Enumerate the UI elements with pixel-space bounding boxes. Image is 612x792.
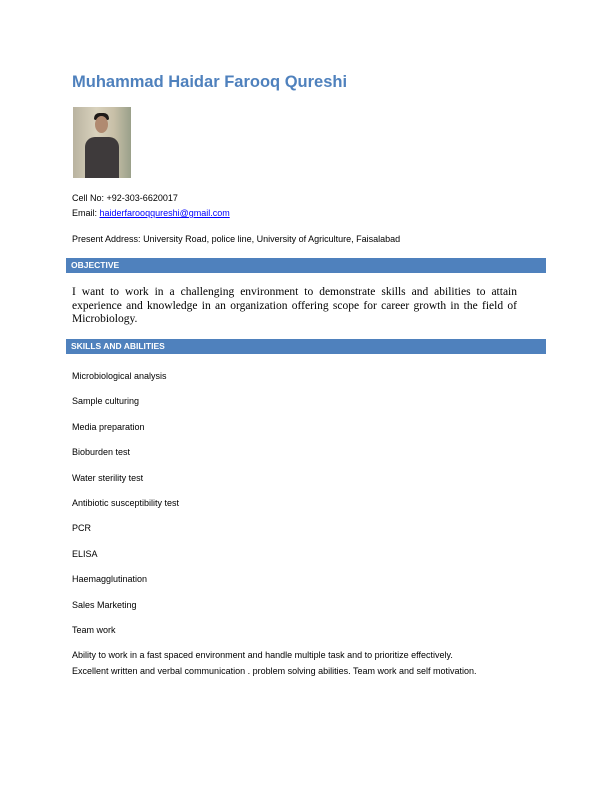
email bbox=[72, 208, 230, 218]
ability-line: Excellent written and verbal communication . problem solving abilities. Team work and self motivation. bbox=[72, 666, 477, 676]
cell-value: +92-303-6620017 bbox=[106, 193, 178, 203]
skill-item: Team work bbox=[72, 625, 116, 635]
skill-item: Microbiological analysis bbox=[72, 371, 167, 381]
skill-item: PCR bbox=[72, 523, 92, 534]
profile-photo bbox=[73, 107, 131, 178]
cell-label: Cell No: bbox=[72, 193, 105, 203]
skill-item: Antibiotic susceptibility test bbox=[72, 498, 180, 508]
skill-item: Bioburden test bbox=[72, 447, 131, 458]
objective-text: I want to work in a challenging environment to demonstrate skills and abilities to attain experience and knowledge in an organization offering scope for career growth in the field of Microbiology. bbox=[72, 286, 517, 325]
present-address bbox=[72, 234, 400, 244]
address-value: University Road, police line, University of Agriculture, Faisalabad bbox=[143, 234, 401, 244]
email-link[interactable]: haiderfarooqqureshi@gmail.com bbox=[99, 208, 230, 218]
skill-item: ELISA bbox=[72, 548, 98, 559]
address-label: Present Address: bbox=[72, 234, 141, 244]
objective-heading: OBJECTIVE bbox=[66, 258, 546, 273]
email-label: Email: bbox=[72, 208, 98, 218]
skill-item: Water sterility test bbox=[72, 472, 144, 483]
skill-item: Sample culturing bbox=[72, 396, 140, 407]
cell-number bbox=[72, 193, 178, 203]
skills-heading: SKILLS AND ABILITIES bbox=[66, 339, 546, 354]
skill-item: Sales Marketing bbox=[72, 599, 137, 610]
candidate-name: Muhammad Haidar Farooq Qureshi bbox=[72, 73, 348, 91]
skill-item: Haemagglutination bbox=[72, 574, 148, 585]
skill-item: Media preparation bbox=[72, 421, 145, 432]
ability-line: Ability to work in a fast spaced environment and handle multiple task and to prioritize effectively. bbox=[72, 650, 453, 660]
